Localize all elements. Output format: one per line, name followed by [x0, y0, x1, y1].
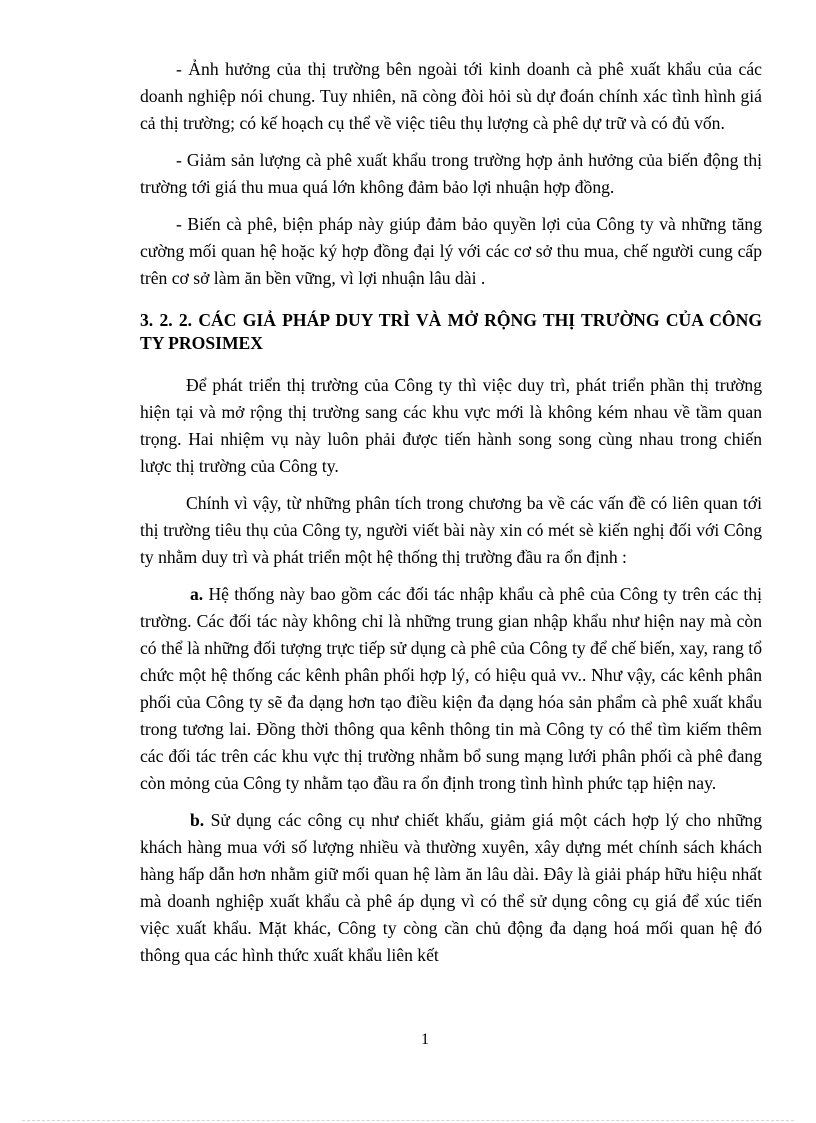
item-a-paragraph	[140, 581, 762, 797]
page-bottom-divider	[22, 1120, 794, 1121]
bullet-paragraph-coffee-processing: - Biến cà phê, biện pháp này giúp đảm bảo quyền lợi của Công ty và những tăng cường mối quan hệ hoặc ký hợp đồng đại lý với các cơ sở thu mua, chế người cung cấp trên cơ sở làm ăn bền vững, vì lợi nhuận lâu dài .	[140, 214, 762, 288]
intro-paragraph-market-development: Để phát triển thị trường của Công ty thì việc duy trì, phát triển phần thị trường hiện tại và mở rộng thị trường sang các khu vực mới là không kém nhau về tầm quan trọng. Hai nhiệm vụ này luôn phải được tiến hành song song cùng nhau trong chiến lược thị trường của Công ty.	[140, 375, 762, 476]
page-number: 1	[421, 1031, 429, 1048]
section-heading: 3. 2. 2. CÁC GIẢ PHÁP DUY TRÌ VÀ MỞ RỘNG THỊ TRƯỜNG CỦA CÔNG TY PROSIMEX	[140, 310, 762, 353]
item-b-text: Sử dụng các công cụ như chiết khấu, giảm giá một cách hợp lý cho những khách hàng mua với số lượng nhiều và thường xuyên, xây dựng mét chính sách khách hàng hấp dẫn hơn nhằm giữ mối quan hệ làm ăn lâu dài. Đây là giải pháp hữu hiệu nhất mà doanh nghiệp xuất khẩu cà phê áp dụng vì có thể sử dụng công cụ giá để xúc tiến việc xuất khẩu. Mặt khác, Công ty còng cần chủ động đa dạng hoá mối quan hệ đó thông qua các hình thức xuất khẩu liên kết	[140, 810, 762, 965]
item-b-label: b.	[190, 810, 205, 830]
page-content	[140, 56, 762, 969]
item-b-paragraph	[140, 807, 762, 969]
item-a-label: a.	[190, 584, 204, 604]
intro-paragraph-recommendations: Chính vì vậy, từ những phân tích trong chương ba về các vấn đề có liên quan tới thị trường tiêu thụ của Công ty, người viết bài này xin có mét sè kiến nghị đối với Công ty nhằm duy trì và phát triển một hệ thống thị trường đầu ra ổn định :	[140, 493, 762, 567]
bullet-paragraph-market-influence: - Ảnh hưởng của thị trường bên ngoài tới kinh doanh cà phê xuất khẩu của các doanh nghiệp nói chung. Tuy nhiên, nã còng đòi hỏi sù dự đoán chính xác tình hình giá cả thị trường; có kế hoạch cụ thể về việc tiêu thụ lượng cà phê dự trữ và có đủ vốn.	[140, 59, 762, 133]
bullet-paragraph-reduce-output: - Giảm sản lượng cà phê xuất khẩu trong trường hợp ảnh hưởng của biến động thị trường tới giá thu mua quá lớn không đảm bảo lợi nhuận hợp đồng.	[140, 150, 762, 197]
item-a-text: Hệ thống này bao gồm các đối tác nhập khẩu cà phê của Công ty trên các thị trường. Các đối tác này không chỉ là những trung gian nhập khẩu như hiện nay mà còn có thể là những đối tượng trực tiếp sử dụng cà phê của Công ty để chế biến, xay, rang tổ chức một hệ thống các kênh phân phối hợp lý, có hiệu quả vv.. Như vậy, các kênh phân phối của Công ty sẽ đa dạng hơn tạo điều kiện đa dạng hóa sản phẩm cà phê xuất khẩu trong tương lai. Đồng thời thông qua kênh thông tin mà Công ty có thể tìm kiếm thêm các đối tác trên các khu vực thị trường nhằm bổ sung mạng lưới phân phối cà phê đang còn mỏng của Công ty nhằm tạo đầu ra ổn định trong tình hình phức tạp hiện nay.	[140, 584, 762, 793]
